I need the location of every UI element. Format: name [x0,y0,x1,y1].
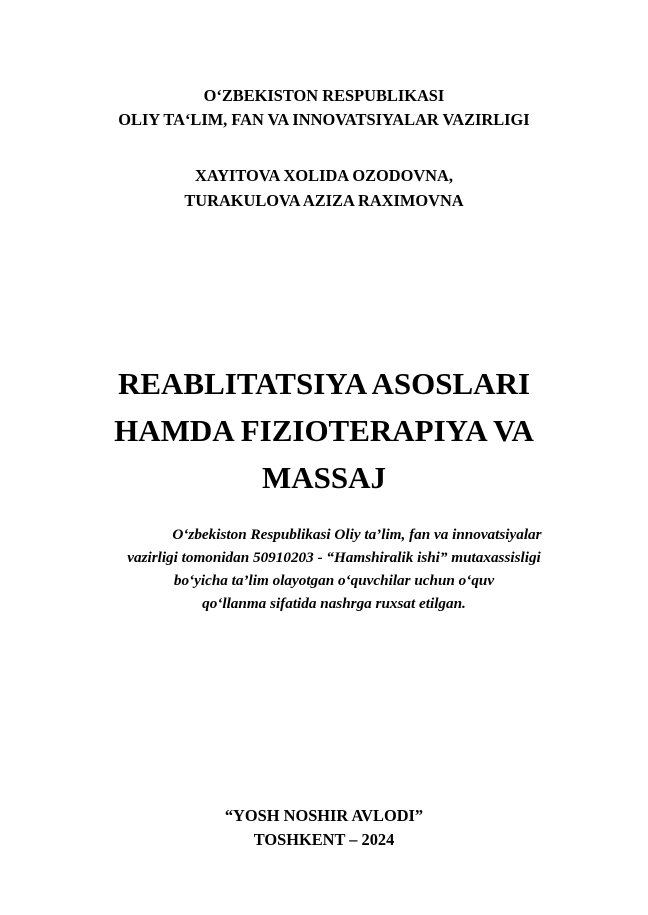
book-title [0,360,648,501]
authors [0,163,648,213]
ministry-name: OLIY TA‘LIM, FAN VA INNOVATSIYALAR VAZIRLIGI [118,110,530,129]
approval-statement [60,523,608,615]
book-title-line-3: MASSAJ [261,460,386,495]
book-title-line-2: HAMDA FIZIOTERAPIYA VA [114,413,534,448]
approval-line-1: O‘zbekiston Respublikasi Oliy ta’lim, fan va innovatsiyalar [172,526,542,543]
publisher-block [0,804,648,852]
author-2: TURAKULOVA AZIZA RAXIMOVNA [184,191,464,210]
author-1: XAYITOVA XOLIDA OZODOVNA, [195,166,453,185]
approval-line-3: bo‘yicha ta’lim olayotgan o‘quvchilar uchun o‘quv [173,572,495,589]
approval-line-2: vazirligi tomonidan 50910203 - “Hamshiralik ishi” mutaxassisligi [127,549,541,566]
book-title-line-1: REABLITATSIYA ASOSLARI [117,366,531,401]
ministry-header [0,84,648,132]
approval-line-4: qo‘llanma sifatida nashrga ruxsat etilgan. [202,595,466,612]
ministry-country: O‘ZBEKISTON RESPUBLIKASI [203,86,445,105]
publisher-name: “YOSH NOSHIR AVLODI” [224,806,424,825]
publisher-city-year: TOSHKENT – 2024 [253,830,395,849]
